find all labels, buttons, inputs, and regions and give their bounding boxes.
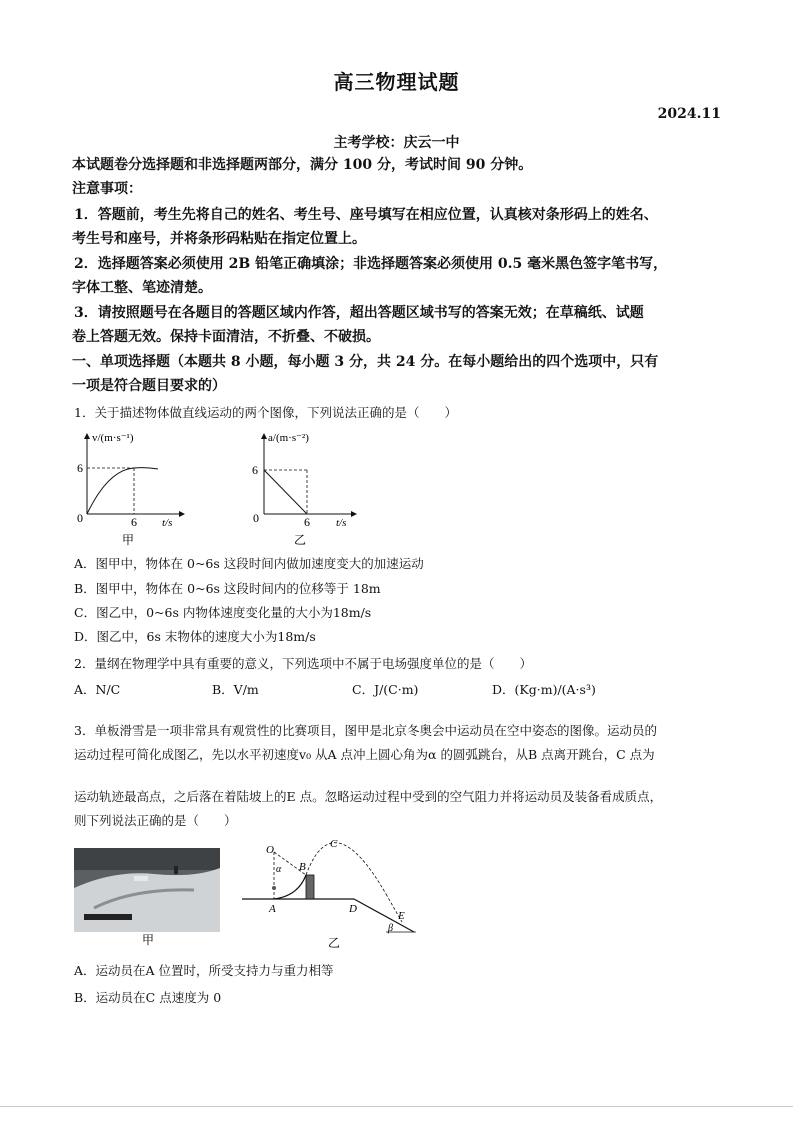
jia-xlabel: t/s <box>162 517 173 529</box>
yi-caption: 乙 <box>294 533 307 547</box>
yi-ytick: 6 <box>252 463 258 477</box>
q3-photo-jia <box>74 848 220 948</box>
exam-date: 2024.11 <box>657 106 721 122</box>
label-e: E <box>398 910 405 922</box>
jia-ylabel: v/(m·s⁻¹) <box>92 432 134 444</box>
host-school: 主考学校：庆云一中 <box>333 135 460 151</box>
note-1b: 考生号和座号，并将条形码粘贴在指定位置上。 <box>72 231 366 247</box>
q1-option-c: C．图乙中，0~6s 内物体速度变化量的大小为18m/s <box>74 605 372 620</box>
q1-option-a: A．图甲中，物体在 0~6s 这段时间内做加速度变大的加速运动 <box>74 556 424 571</box>
jia-ytick: 6 <box>77 461 83 475</box>
page-bottom-divider <box>0 1106 793 1107</box>
q3-stem-line1: 3．单板滑雪是一项非常具有观赏性的比赛项目，图甲是北京冬奥会中运动员在空中姿态的图像。运动员的 <box>74 723 657 738</box>
q3-fig-jia-caption: 甲 <box>142 933 155 947</box>
q2-option-d: D．(Kg·m)/(A·s³) <box>492 682 596 697</box>
notes-title: 注意事项： <box>72 181 142 197</box>
jia-xtick: 6 <box>131 515 137 529</box>
section-heading: 一、单项选择题（本题共 8 小题，每小题 3 分，共 24 分。在每小题给出的四个选项中，只有 <box>72 354 659 370</box>
q2-option-b: B．V/m <box>212 682 259 697</box>
label-c: C <box>330 838 338 850</box>
landing-slope <box>354 899 414 932</box>
jia-velocity-curve <box>87 468 158 514</box>
page-title: 高三物理试题 <box>333 70 460 94</box>
label-b: B <box>299 861 306 873</box>
yi-ylabel: a/(m·s⁻²) <box>268 432 309 444</box>
intro-line: 本试题卷分选择题和非选择题两部分，满分 100 分，考试时间 90 分钟。 <box>72 157 533 173</box>
skier-dot <box>272 886 276 890</box>
ramp-arc <box>274 875 306 899</box>
label-alpha: α <box>276 864 282 875</box>
q1-option-d: D．图乙中，6s 末物体的速度大小为18m/s <box>74 629 316 644</box>
ramp-block <box>306 875 314 899</box>
q3-stem-line2: 运动过程可简化成图乙，先以水平初速度v₀ 从A 点冲上圆心角为α 的圆弧跳台，从B 点离开跳台，C 点为 <box>74 747 655 762</box>
q2-stem: 2．量纲在物理学中具有重要的意义，下列选项中不属于电场强度单位的是（ ） <box>74 656 532 671</box>
section-heading-cont: 一项是符合题目要求的） <box>72 378 226 394</box>
q3-diagram-yi <box>236 832 426 952</box>
label-beta: β <box>388 923 393 934</box>
q2-option-c: C．J/(C·m) <box>352 682 419 697</box>
q2-option-a: A．N/C <box>74 682 121 697</box>
q3-option-a: A．运动员在A 位置时，所受支持力与重力相等 <box>74 963 334 978</box>
note-3b: 卷上答题无效。保持卡面清洁，不折叠、不破损。 <box>72 329 380 345</box>
q3-stem-line4: 则下列说法正确的是（ ） <box>74 813 237 828</box>
label-a: A <box>269 903 276 915</box>
q3-option-b: B．运动员在C 点速度为 0 <box>74 990 222 1005</box>
label-d: D <box>349 903 357 915</box>
jia-caption: 甲 <box>122 533 135 547</box>
yi-xtick: 6 <box>304 515 310 529</box>
q1-graph-yi <box>244 426 364 551</box>
q3-stem-line3: 运动轨迹最高点，之后落在着陆坡上的E 点。忽略运动过程中受到的空气阻力并将运动员及装备看成质点， <box>74 789 663 804</box>
yi-xlabel: t/s <box>336 517 347 529</box>
note-2b: 字体工整、笔迹清楚。 <box>72 280 212 296</box>
flight-trajectory <box>306 843 386 894</box>
note-1a: 1．答题前，考生先将自己的姓名、考生号、座号填写在相应位置，认真核对条形码上的姓名、 <box>74 207 658 223</box>
q1-stem: 1．关于描述物体做直线运动的两个图像，下列说法正确的是（ ） <box>74 405 457 420</box>
q3-fig-yi-caption: 乙 <box>328 936 341 950</box>
yi-origin: 0 <box>253 511 259 525</box>
yi-accel-line <box>264 470 307 514</box>
note-3a: 3．请按照题号在各题目的答题区域内作答，超出答题区域书写的答案无效；在草稿纸、试题 <box>74 305 644 321</box>
note-2a: 2．选择题答案必须使用 2B 铅笔正确填涂；非选择题答案必须使用 0.5 毫米黑色签字笔书写， <box>74 256 668 272</box>
label-o: O <box>266 844 274 856</box>
jia-origin: 0 <box>77 511 83 525</box>
q1-option-b: B．图甲中，物体在 0~6s 这段时间内的位移等于 18m <box>74 581 381 596</box>
q1-graph-jia <box>72 426 192 551</box>
